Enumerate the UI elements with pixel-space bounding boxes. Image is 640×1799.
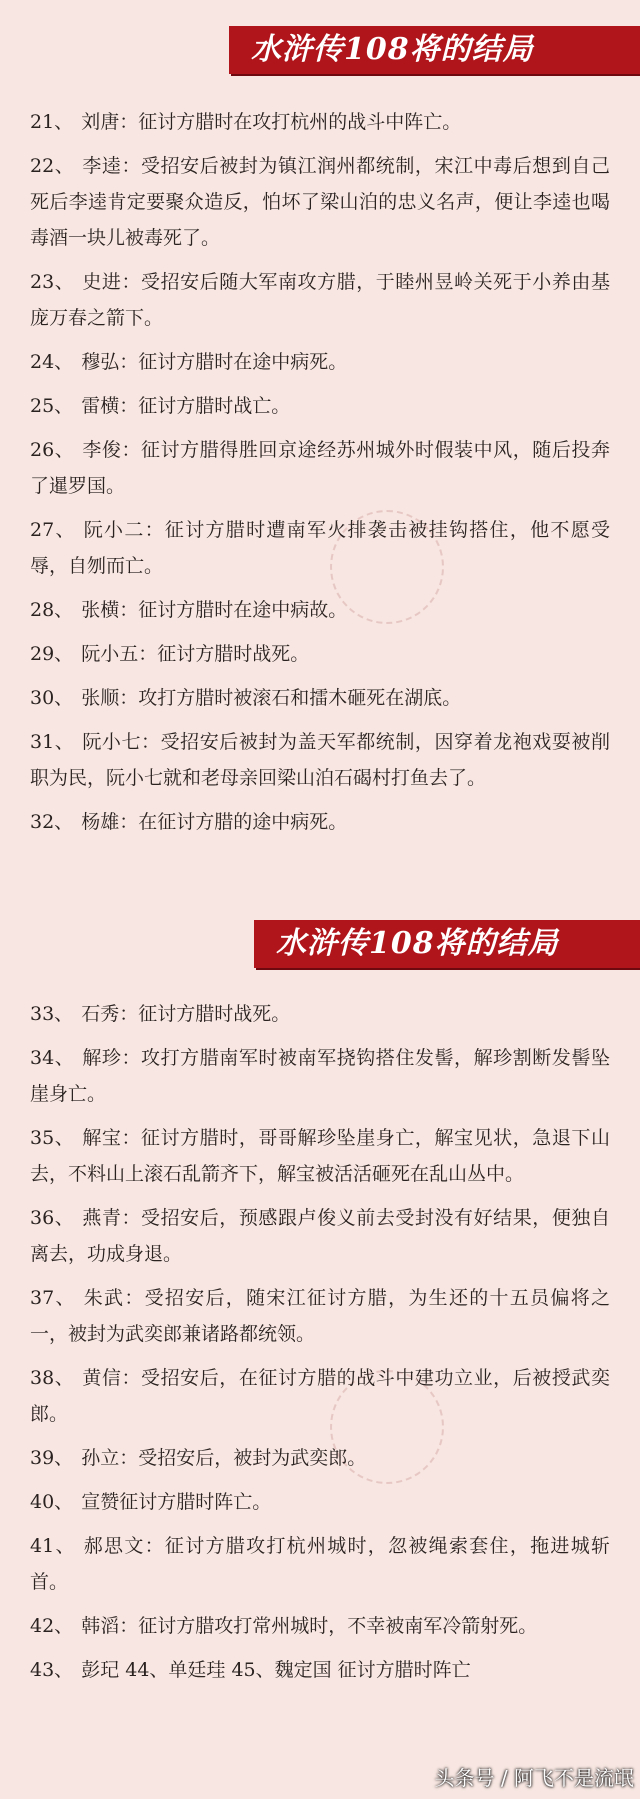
entry-number: 24、 [30, 351, 74, 373]
entry-number: 38、 [30, 1367, 75, 1389]
entry-text: 张横：征讨方腊时在途中病故。 [81, 599, 348, 621]
entry-text: 黄信：受招安后，在征讨方腊的战斗中建功立业，后被授武奕郎。 [30, 1367, 610, 1425]
list-item [30, 1120, 610, 1192]
entry-number: 25、 [30, 395, 74, 417]
entry-text: 阮小二：征讨方腊时遭南军火排袭击被挂钩搭住，他不愿受辱，自刎而亡。 [30, 519, 610, 577]
list-item [30, 724, 610, 796]
entry-text: 雷横：征讨方腊时战亡。 [81, 395, 291, 417]
title-banner-top: 水浒传108将的结局 [229, 26, 640, 74]
list-item [30, 1200, 610, 1272]
entry-text: 阮小五：征讨方腊时战死。 [81, 643, 310, 665]
entry-text: 郝思文：征讨方腊攻打杭州城时，忽被绳索套住，拖进城斩首。 [30, 1535, 610, 1593]
entry-text: 李逵：受招安后被封为镇江润州都统制，宋江中毒后想到自己死后李逵肯定要聚众造反，怕坏了梁山泊的忠义名声，便让李逵也喝毒酒一块儿被毒死了。 [30, 155, 610, 249]
list-item [30, 636, 610, 672]
entry-number: 30、 [30, 687, 74, 709]
list-item [30, 344, 610, 380]
entry-number: 41、 [30, 1535, 76, 1557]
list-item [30, 1360, 610, 1432]
entry-text: 孙立：受招安后，被封为武奕郎。 [81, 1447, 367, 1469]
list-item [30, 264, 610, 336]
list-item [30, 1484, 610, 1520]
entry-number: 29、 [30, 643, 74, 665]
entry-text: 解宝：征讨方腊时，哥哥解珍坠崖身亡，解宝见状，急退下山去，不料山上滚石乱箭齐下，解宝被活活砸死在乱山丛中。 [30, 1127, 610, 1185]
entry-number: 21、 [30, 111, 74, 133]
entry-number: 39、 [30, 1447, 74, 1469]
entry-text: 李俊：征讨方腊得胜回京途经苏州城外时假装中风，随后投奔了暹罗国。 [30, 439, 610, 497]
entry-number: 31、 [30, 731, 75, 753]
entry-text: 阮小七：受招安后被封为盖天军都统制，因穿着龙袍戏耍被削职为民，阮小七就和老母亲回梁山泊石碣村打鱼去了。 [30, 731, 610, 789]
entry-text: 燕青：受招安后，预感跟卢俊义前去受封没有好结果，便独自离去，功成身退。 [30, 1207, 610, 1265]
entry-text: 刘唐：征讨方腊时在攻打杭州的战斗中阵亡。 [81, 111, 462, 133]
list-item [30, 1440, 610, 1476]
entry-number: 23、 [30, 271, 75, 293]
list-item [30, 1040, 610, 1112]
list-item [30, 1652, 610, 1688]
entry-number: 22、 [30, 155, 75, 177]
entry-text: 穆弘：征讨方腊时在途中病死。 [81, 351, 348, 373]
entry-text: 石秀：征讨方腊时战死。 [81, 1003, 291, 1025]
list-item [30, 1528, 610, 1600]
list-item [30, 1280, 610, 1352]
entry-text: 解珍：攻打方腊南军时被南军挠钩搭住发髻，解珍割断发髻坠崖身亡。 [30, 1047, 610, 1105]
list-item [30, 104, 610, 140]
list-item [30, 804, 610, 840]
entries-list-2 [30, 996, 610, 1696]
entry-number: 28、 [30, 599, 74, 621]
list-item [30, 148, 610, 256]
entry-text: 张顺：攻打方腊时被滚石和擂木砸死在湖底。 [81, 687, 462, 709]
source-watermark: 头条号 / 阿飞不是流氓 [434, 1766, 634, 1790]
entry-number: 36、 [30, 1207, 75, 1229]
list-item [30, 996, 610, 1032]
entry-number: 35、 [30, 1127, 75, 1149]
entry-text: 韩滔：征讨方腊攻打常州城时，不幸被南军冷箭射死。 [81, 1615, 538, 1637]
entry-number: 27、 [30, 519, 76, 541]
title-banner-bottom: 水浒传108将的结局 [254, 920, 640, 968]
entry-number: 26、 [30, 439, 75, 461]
list-item [30, 592, 610, 628]
entry-number: 33、 [30, 1003, 74, 1025]
list-item [30, 388, 610, 424]
entry-text: 朱武：受招安后，随宋江征讨方腊，为生还的十五员偏将之一，被封为武奕郎兼诸路都统领。 [30, 1287, 610, 1345]
entry-number: 37、 [30, 1287, 76, 1309]
list-item [30, 512, 610, 584]
entry-number: 43、 [30, 1659, 74, 1681]
entry-text: 史进：受招安后随大军南攻方腊，于睦州昱岭关死于小养由基庞万春之箭下。 [30, 271, 610, 329]
list-item [30, 680, 610, 716]
entry-text: 宣赞征讨方腊时阵亡。 [81, 1491, 272, 1513]
list-item [30, 432, 610, 504]
entries-list-1 [30, 104, 610, 848]
entry-number: 34、 [30, 1047, 75, 1069]
list-item [30, 1608, 610, 1644]
entry-text: 杨雄：在征讨方腊的途中病死。 [81, 811, 348, 833]
entry-number: 40、 [30, 1491, 74, 1513]
entry-text: 彭玘 44、单廷珪 45、魏定国 征讨方腊时阵亡 [81, 1659, 471, 1681]
entry-number: 42、 [30, 1615, 74, 1637]
entry-number: 32、 [30, 811, 74, 833]
